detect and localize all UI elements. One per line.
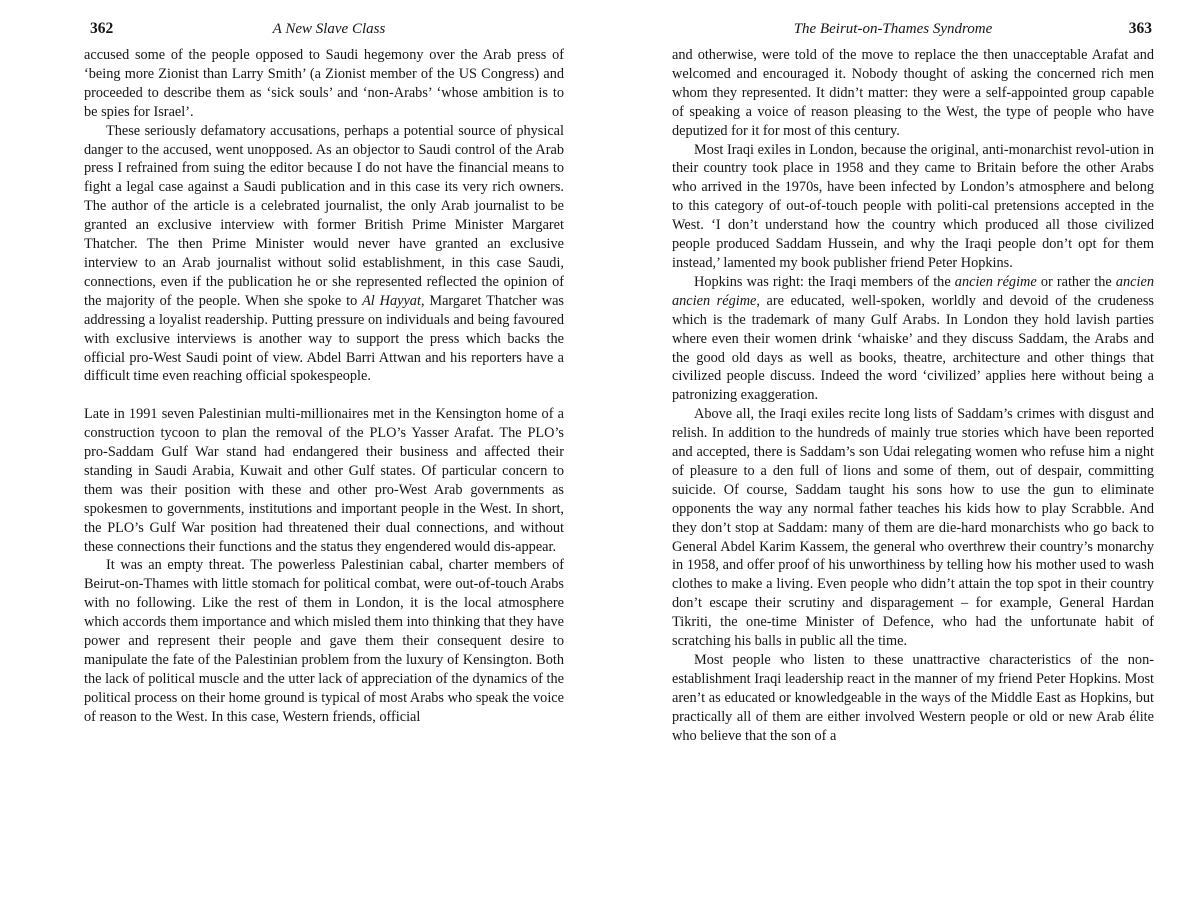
left-page-number: 362: [90, 20, 114, 37]
paragraph: [672, 46, 1154, 141]
paragraph: [672, 651, 1154, 746]
text-run: Most people who listen to these unattractive characteristics of the non-establishment Iraqi leadership react in the manner of my friend Peter Hopkins. Most aren’t as educated or knowledgeable in the ways of the Middle East as Hopkins, but practically all of them are either involved Western people or old or new Arab élite who believe that the son of a: [672, 652, 1154, 744]
right-page: [672, 18, 1154, 878]
paragraph: [84, 122, 564, 387]
text-run: accused some of the people opposed to Saudi hegemony over the Arab press of ‘being more Zionist than Larry Smith’ (a Zionist member of the US Congress) and proceeded to describe them as ‘sick souls’ and ‘non-Arabs’ ‘whose ambition is to be spies for Israel’.: [84, 47, 564, 120]
text-run: and otherwise, were told of the move to replace the then unacceptable Arafat and welcomed and encouraged it. Nobody thought of asking the concerned rich men whom they represented. It didn’t matter: they were a self-appointed group capable of speaking a voice of reason pleasing to the West, the type of people who have deputized for it for most of this century.: [672, 47, 1154, 139]
paragraph: [84, 405, 564, 556]
italic-text: ancien ancien régime: [672, 273, 1154, 309]
text-run: , are educated, well-spoken, worldly and devoid of the crudeness which is the trademark of many Gulf Arabs. In London they hold lavish parties where even their women drink ‘whaiske’ and they discuss Saddam, the Arabs and the good old days as well as books, theatre, architecture and other things that civilized people discuss. Indeed the word ‘civilized’ applies here without being a patronizing exaggeration.: [672, 292, 1154, 404]
left-page: [84, 18, 564, 878]
right-running-title: The Beirut-on-Thames Syndrome: [793, 21, 993, 37]
paragraph: [672, 273, 1154, 405]
left-page-body: [84, 46, 564, 727]
text-run: Hopkins was right: the Iraqi members of the: [694, 273, 955, 290]
text-run: or rather the: [1036, 273, 1116, 290]
text-run: These seriously defamatory accusations, perhaps a potential source of physical danger to the accused, went unopposed. As an objector to Saudi control of the Arab press I refrained from suing the editor because I do not have the financial means to fight a legal case against a Saudi publication and in this case its very rich owners. The author of the article is a celebrated journalist, the only Arab journalist to be granted an exclusive interview with former British Prime Minister Margaret Thatcher. The then Prime Minister would never have granted an exclusive interview to an Arab journalist without solid establishment, in this case Saudi, connections, even if the publication he or she represented reflected the opinion of the majority of the people. When she spoke to: [84, 122, 564, 309]
italic-text: Al Hayyat: [362, 292, 421, 309]
right-page-body: [672, 46, 1154, 746]
text-run: It was an empty threat. The powerless Palestinian cabal, charter members of Beirut-on-Thames with little stomach for political combat, were out-of-touch Arabs with no following. Like the rest of them in London, it is the local atmosphere which accords them importance and which misled them into thinking that they have power and represent their people and gave them their consequent desire to manipulate the fate of the Palestinian problem from the luxury of Kensington. Both the lack of political muscle and the utter lack of appreciation of the dynamics of the political process on their home ground is typical of most Arabs who speak the voice of reason to the West. In this case, Western friends, official: [84, 557, 564, 725]
text-run: Most Iraqi exiles in London, because the original, anti-monarchist revol-ution in their country took place in 1958 and they came to Britain before the other Arabs who arrived in the 1970s, have been infected by London’s atmosphere and belong to this category of out-of-touch people with politi-cal pretensions accepted in the West. ‘I don’t understand how the country which produced all those civilized people produced Saddam Hussein, and why the Iraqi people don’t opt for them instead,’ lamented my book publisher friend Peter Hopkins.: [672, 141, 1154, 271]
paragraph: [672, 141, 1154, 273]
paragraph: [84, 556, 564, 726]
left-running-title: A New Slave Class: [272, 21, 386, 37]
paragraph: [672, 405, 1154, 651]
left-running-head: [84, 18, 564, 40]
text-run: , Margaret Thatcher was addressing a loyalist readership. Putting pressure on individuals and being favoured with exclusive interviews is another way to support the press which backs the official pro-West Saudi point of view. Abdel Barri Attwan and his reporters have a difficult time even reaching official spokespeople.: [84, 292, 564, 385]
right-running-head: [672, 18, 1154, 40]
text-run: Late in 1991 seven Palestinian multi-millionaires met in the Kensington home of a construction tycoon to plan the removal of the PLO’s Yasser Arafat. The PLO’s pro-Saddam Gulf War stand had endangered their business and affected their standing in Saudi Arabia, Kuwait and other Gulf states. Of particular concern to them was their position with these and other pro-West Arab governments as spokesmen to governments, institutions and important people in the West. In short, the PLO’s Gulf War position had threatened their dual connections, and without these connections their functions and the status they engendered would dis-appear.: [84, 406, 564, 555]
text-run: Above all, the Iraqi exiles recite long lists of Saddam’s crimes with disgust and relish. In addition to the hundreds of mainly true stories which have been reported and accepted, there is Saddam’s son Udai relegating women who refuse him a night of pleasure to a den full of lions and some of them, out of despair, committing suicide. Of course, Saddam taught his sons how to use the gun to eliminate opponents the way any normal father teaches his kids how to play Scrabble. And they don’t stop at Saddam: many of them are die-hard monarchists who go back to General Abdel Karim Kassem, the general who overthrew their country’s monarchy in 1958, and offer proof of his unworthiness by telling how his mother used to wash clothes to make a living. Even people who didn’t attain the top spot in their country don’t escape their scrutiny and disparagement – for example, General Hardan Tikriti, the one-time Minister of Defence, who had the unfortunate habit of scratching his balls in public all the time.: [672, 406, 1154, 650]
right-page-number: 363: [1128, 20, 1152, 37]
italic-text: ancien régime: [954, 273, 1037, 290]
paragraph: [84, 46, 564, 122]
